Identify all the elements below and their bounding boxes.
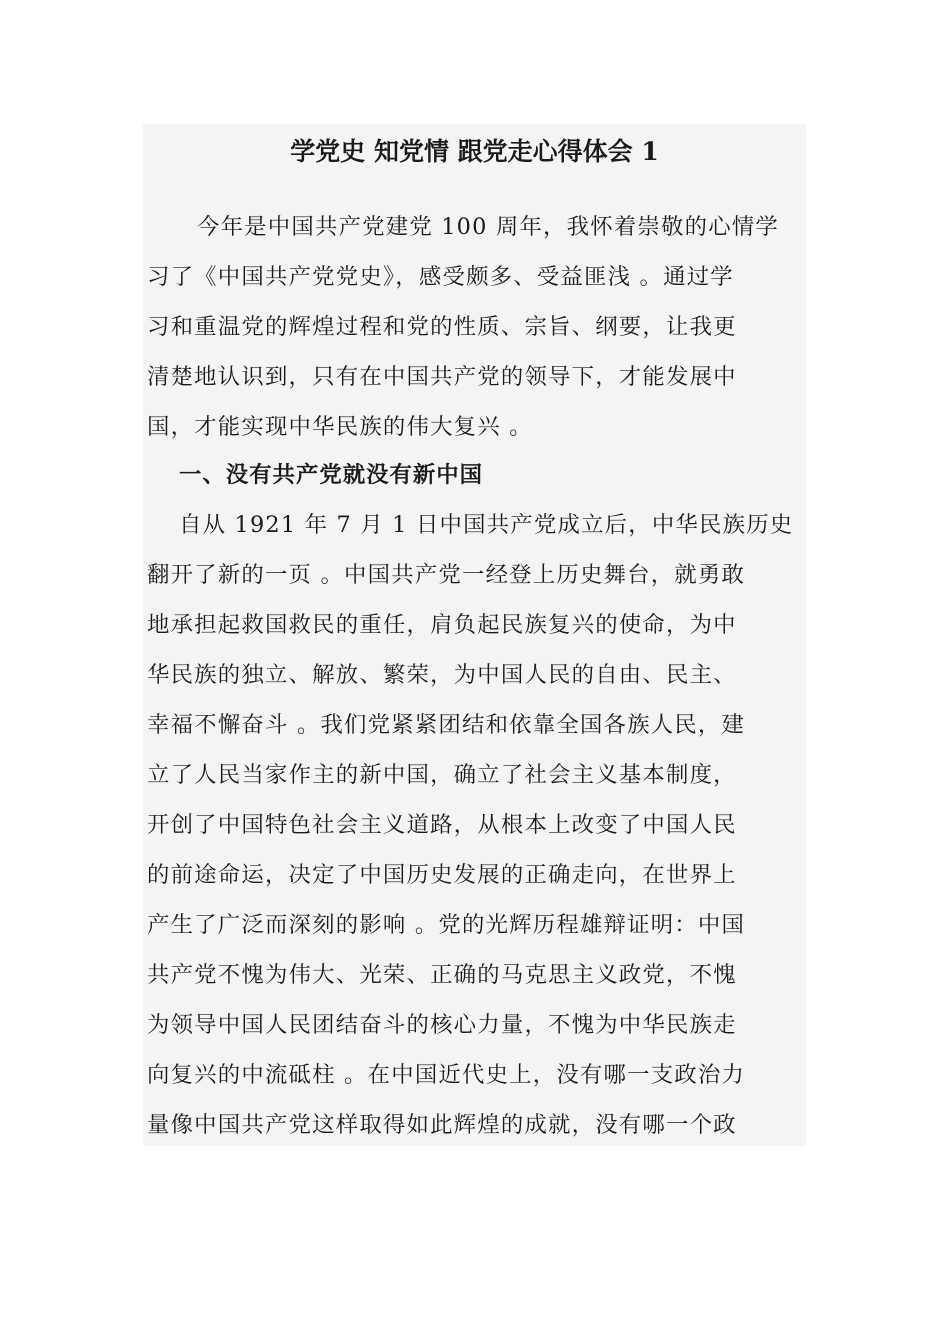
paragraph-line: 清楚地认识到，只有在中国共产党的领导下，才能发展中 <box>147 364 737 390</box>
paragraph-line: 向复兴的中流砥柱 。在中国近代史上，没有哪一支政治力 <box>147 1062 746 1088</box>
document-title: 学党史 知党情 跟党走心得体会 1 <box>290 137 659 166</box>
paragraph-line: 产生了广泛而深刻的影响 。党的光辉历程雄辩证明：中国 <box>147 912 746 938</box>
section-heading: 一、没有共产党就没有新中国 <box>179 462 484 488</box>
paragraph-line: 习了《中国共产党党史》，感受颇多、受益匪浅 。通过学 <box>147 264 734 290</box>
paragraph-line: 立了人民当家作主的新中国，确立了社会主义基本制度， <box>147 762 737 788</box>
paragraph-line: 今年是中国共产党建党 100 周年，我怀着崇敬的心情学 <box>197 214 779 240</box>
paragraph-line: 国，才能实现中华民族的伟大复兴 。 <box>147 414 533 440</box>
paragraph-line: 地承担起救国救民的重任，肩负起民族复兴的使命，为中 <box>147 612 737 638</box>
paragraph-line: 翻开了新的一页 。中国共产党一经登上历史舞台，就勇敢 <box>147 562 746 588</box>
paragraph-line: 量像中国共产党这样取得如此辉煌的成就，没有哪一个政 <box>147 1112 737 1138</box>
paragraph-line: 为领导中国人民团结奋斗的核心力量，不愧为中华民族走 <box>147 1012 737 1038</box>
paragraph-line: 华民族的独立、解放、繁荣，为中国人民的自由、民主、 <box>147 662 737 688</box>
paragraph-line: 共产党不愧为伟大、光荣、正确的马克思主义政党，不愧 <box>147 962 737 988</box>
paragraph-line: 开创了中国特色社会主义道路，从根本上改变了中国人民 <box>147 812 737 838</box>
document-page <box>143 124 806 1146</box>
paragraph-line: 自从 1921 年 7 月 1 日中国共产党成立后，中华民族历史 <box>179 512 794 538</box>
paragraph-line: 幸福不懈奋斗 。我们党紧紧团结和依靠全国各族人民，建 <box>147 712 746 738</box>
paragraph-line: 习和重温党的辉煌过程和党的性质、宗旨、纲要，让我更 <box>147 314 737 340</box>
paragraph-line: 的前途命运，决定了中国历史发展的正确走向，在世界上 <box>147 862 737 888</box>
